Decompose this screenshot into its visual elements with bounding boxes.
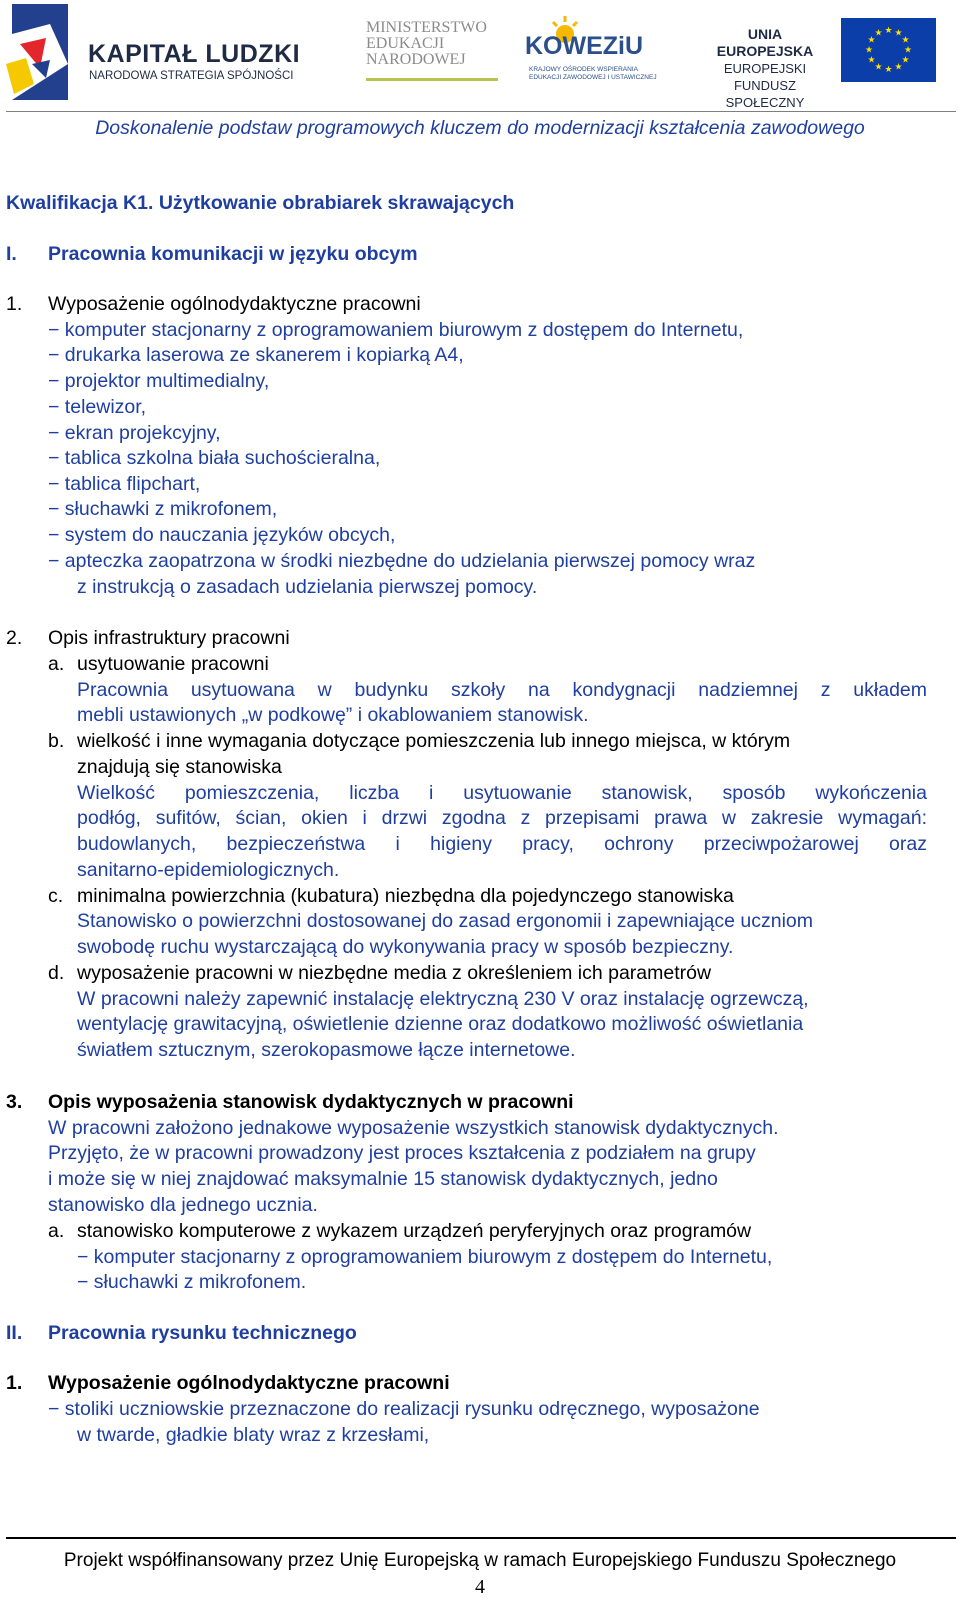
unia-europejska-text	[700, 26, 830, 111]
eu-flag-icon	[841, 18, 936, 82]
point-letter: a.	[48, 1220, 65, 1242]
subsection-number: 2.	[6, 627, 23, 649]
paragraph-line: swobodę ruchu wystarczającą do wykonywania pracy w sposób bezpieczny.	[77, 936, 734, 958]
paragraph-line: sanitarno-epidemiologicznych.	[77, 859, 340, 881]
section-number: II.	[6, 1322, 23, 1344]
svg-text:★: ★	[901, 35, 910, 46]
svg-text:★: ★	[903, 45, 913, 56]
ministerstwo-line-1: MINISTERSTWO	[366, 19, 487, 36]
unia-line-1: UNIA EUROPEJSKA	[716, 26, 814, 59]
paragraph-line: i może się w niej znajdować maksymalnie 15 stanowisk dydaktycznych, jedno	[48, 1168, 718, 1190]
kowezu-logo	[525, 18, 660, 88]
ministerstwo-line-3: NARODOWEJ	[366, 51, 466, 68]
svg-text:★: ★	[867, 55, 876, 66]
unia-europejska-logo	[700, 18, 955, 110]
svg-text:★: ★	[901, 55, 910, 66]
paragraph-line: wentylację grawitacyjną, oświetlenie dzienne oraz dodatkowo możliwość oświetlania	[77, 1013, 804, 1035]
point-letter: c.	[48, 885, 64, 907]
section-heading: Pracownia rysunku technicznego	[48, 1322, 357, 1344]
point-heading-continuation: znajdują się stanowiska	[77, 756, 282, 778]
subsection-heading: Wyposażenie ogólnodydaktyczne pracowni	[48, 1372, 450, 1394]
logo-bar	[0, 0, 960, 112]
subsection-heading: Opis wyposażenia stanowisk dydaktycznych w pracowni	[48, 1091, 574, 1113]
svg-text:★: ★	[884, 65, 893, 75]
point-heading: usytuowanie pracowni	[77, 653, 269, 675]
list-item: − projektor multimedialny,	[48, 370, 270, 392]
subsection-heading: Wyposażenie ogólnodydaktyczne pracowni	[48, 293, 421, 315]
list-item-continuation: z instrukcją o zasadach udzielania pierwszej pomocy.	[77, 576, 538, 598]
paragraph-line: mebli ustawionych „w podkowę” i okablowaniem stanowisk.	[77, 704, 589, 726]
list-item: − stoliki uczniowskie przeznaczone do realizacji rysunku odręcznego, wyposażone	[48, 1398, 760, 1420]
list-item: − słuchawki z mikrofonem,	[48, 498, 278, 520]
qualification-title: Kwalifikacja K1. Użytkowanie obrabiarek skrawających	[6, 192, 515, 214]
subsection-number: 1.	[6, 293, 23, 315]
unia-line-2: EUROPEJSKI	[723, 61, 807, 76]
list-item: − komputer stacjonarny z oprogramowaniem biurowym z dostępem do Internetu,	[77, 1246, 773, 1268]
kapital-ludzki-emblem-icon	[6, 4, 78, 102]
section-heading: Pracownia komunikacji w języku obcym	[48, 243, 418, 265]
subsection-number: 3.	[6, 1091, 23, 1113]
page-number: 4	[475, 1576, 485, 1598]
svg-text:★: ★	[894, 62, 903, 73]
list-item: − drukarka laserowa ze skanerem i kopiarką A4,	[48, 344, 464, 366]
kowezu-subtitle-2: EDUKACJI ZAWODOWEJ I USTAWICZNEJ	[529, 74, 657, 81]
subsection-heading: Opis infrastruktury pracowni	[48, 627, 290, 649]
subsection-number: 1.	[6, 1372, 23, 1394]
point-letter: b.	[48, 730, 65, 752]
list-item: − komputer stacjonarny z oprogramowaniem biurowym z dostępem do Internetu,	[48, 319, 744, 341]
kowezu-title: KOWEZiU	[525, 32, 644, 60]
point-heading: stanowisko komputerowe z wykazem urządzeń peryferyjnych oraz programów	[77, 1220, 752, 1242]
list-item: − system do nauczania języków obcych,	[48, 524, 396, 546]
list-item-continuation: w twarde, gładkie blaty wraz z krzesłami,	[77, 1424, 430, 1446]
list-item: − ekran projekcyjny,	[48, 422, 221, 444]
point-heading: wielkość i inne wymagania dotyczące pomieszczenia lub innego miejsca, w którym	[77, 730, 791, 752]
kapital-ludzki-subtitle: NARODOWA STRATEGIA SPÓJNOŚCI	[89, 70, 294, 82]
svg-text:★: ★	[884, 26, 893, 36]
paragraph-line: budowlanych, bezpieczeństwa i higieny pracy, ochrony przeciwpożarowej oraz	[77, 833, 927, 855]
list-item: − apteczka zaopatrzona w środki niezbędne do udzielania pierwszej pomocy wraz	[48, 550, 756, 572]
paragraph-line: W pracowni założono jednakowe wyposażenie wszystkich stanowisk dydaktycznych.	[48, 1117, 779, 1139]
kapital-ludzki-logo	[6, 4, 316, 104]
svg-text:★: ★	[867, 35, 876, 46]
paragraph-line: podłóg, sufitów, ścian, okien i drzwi zgodna z przepisami prawa w zakresie wymagań:	[77, 807, 927, 829]
list-item: − telewizor,	[48, 396, 147, 418]
kapital-ludzki-title: KAPITAŁ LUDZKI	[88, 40, 301, 68]
svg-text:★: ★	[894, 28, 903, 39]
point-letter: d.	[48, 962, 65, 984]
point-heading: minimalna powierzchnia (kubatura) niezbędna dla pojedynczego stanowiska	[77, 885, 734, 907]
paragraph-line: W pracowni należy zapewnić instalację elektryczną 230 V oraz instalację ogrzewczą,	[77, 988, 809, 1010]
svg-text:★: ★	[874, 62, 883, 73]
ministerstwo-line-2: EDUKACJI	[366, 35, 445, 52]
paragraph-line: Pracownia usytuowana w budynku szkoły na kondygnacji nadziemnej z układem	[77, 679, 927, 701]
header-divider	[6, 111, 956, 112]
footer-text: Projekt współfinansowany przez Unię Europejską w ramach Europejskiego Funduszu Społecznego	[63, 1550, 897, 1571]
paragraph-line: stanowisko dla jednego ucznia.	[48, 1194, 318, 1216]
ministerstwo-bar	[366, 78, 498, 81]
list-item: − tablica flipchart,	[48, 473, 201, 495]
paragraph-line: Stanowisko o powierzchni dostosowanej do zasad ergonomii i zapewniające uczniom	[77, 910, 813, 932]
unia-line-3: FUNDUSZ SPOŁECZNY	[725, 78, 805, 110]
header-title: Doskonalenie podstaw programowych kluczem do modernizacji kształcenia zawodowego	[95, 117, 865, 139]
footer-divider	[6, 1537, 956, 1539]
kowezu-subtitle-1: KRAJOWY OŚRODEK WSPIERANIA	[529, 66, 638, 73]
svg-text:★: ★	[874, 28, 883, 39]
paragraph-line: Przyjęto, że w pracowni prowadzony jest proces kształcenia z podziałem na grupy	[48, 1142, 756, 1164]
list-item: − słuchawki z mikrofonem.	[77, 1271, 307, 1293]
point-letter: a.	[48, 653, 65, 675]
paragraph-line: Wielkość pomieszczenia, liczba i usytuowanie stanowisk, sposób wykończenia	[77, 782, 927, 804]
paragraph-line: światłem sztucznym, szerokopasmowe łącze internetowe.	[77, 1039, 576, 1061]
svg-text:★: ★	[864, 45, 874, 56]
list-item: − tablica szkolna biała suchościeralna,	[48, 447, 381, 469]
section-number: I.	[6, 243, 17, 265]
ministerstwo-logo	[366, 20, 506, 90]
point-heading: wyposażenie pracowni w niezbędne media z określeniem ich parametrów	[77, 962, 712, 984]
